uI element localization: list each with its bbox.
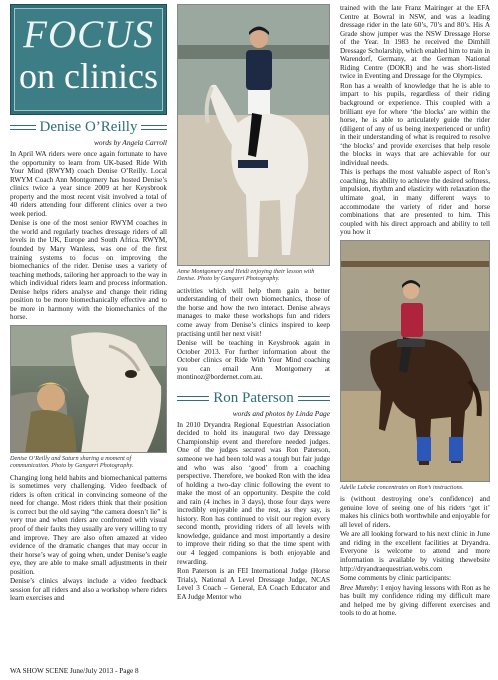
article1-paragraph: activities which will help them gain a better understanding of their own biomechanics, those of the horse and how the two interact. Denise always manages to make these workshops fun and riders come away from Denise’s clinics inspired to keep practising until her next visit! (177, 286, 330, 338)
article2-paragraph: This is perhaps the most valuable aspect of Ron’s coaching, his ability to achieve the desired softness, impulsion, rhythm and elasticity with relaxation the ultimate goal, in many different ways to accommodate the variety of rider and horse combinations that are presented to him. This coupled with his direct approach and ability to tell you how it (340, 168, 490, 237)
article2-paragraph: trained with the late Franz Mairinger at the EFA Centre at Bowral in NSW, and was a leading dressage rider in the late 60’s, 70’s and 80’s. His A Grade show jumper was the NSW Dressage Horse of the Year. In 1983 he received the Dimhill Dressage Scholarship, which enabled him to train in Warendorf, Germany, at the German National Riding Centre (DOKR) and he was short-listed twice in Eventing and Dressage for the Olympics. (340, 4, 490, 81)
masthead-focus: FOCUS (23, 13, 154, 56)
article2-paragraph: In 2010 Dryandra Regional Equestrian Association decided to hold its inaugural two day Dressage Championship event and therefore needed judges. One of the judges secured was Ron Paterson, someone we had been told was a tough but fair judge and who was also ‘good’ from a coaching perspective. Therefore, we booked Ron with the idea of holding a two-day clinic following the event to make the most of an opportunity. Despite the cold and rain (4 inches in 3 days), those four days were incredibly enjoyable and the rest, as they say, is history. Ron has continued to visit our region every second month, providing riders of all levels with knowledge, guidance and most importantly a desire to improve their riding so that the time spent with our 4 legged companions is both enjoyable and rewarding. (177, 420, 330, 566)
article1-title: Denise O’Reilly (10, 119, 167, 136)
photo-anne-and-heidi-image (178, 5, 330, 266)
focus-masthead (10, 4, 167, 115)
article1-byline: words by Angela Carroll (93, 138, 167, 147)
photo-adelle-caption: Adelle Lubcke concentrates on Ron’s instructions. (340, 483, 464, 491)
article1-paragraph: In April WA riders were once again fortunate to have the opportunity to learn from UK-based Ride With Your Mind (RWYM) coach Denise O’Reilly. Local RWYM Coach Ann Montgomery has hosted Denise’s clinics twice a year since 2009 at her Keysbrook property and the most recent visit involved a total of 40 riders attending four different clinics over a two week period. (10, 150, 167, 218)
quote-text: I enjoy having lessons with Ron as he has built my confidence riding my difficult mare and helped me by giving different exercises and tools to do at home. (340, 583, 491, 618)
photo-adelle-lubcke (340, 240, 490, 482)
masthead-on-clinics: on clinics (19, 56, 158, 96)
photo-anne-and-heidi (177, 4, 330, 266)
article2-byline: words and photos by Linda Page (232, 408, 330, 418)
photo-denise-and-horse-image (11, 326, 167, 453)
column-3 (340, 4, 490, 619)
article1-paragraph: Changing long held habits and biomechanical patterns is sometimes very challenging. Video feedback of riders is often critical in convincing someone of the need for change. Most riders think that their position is correct but the old saying “the camera doesn’t lie” is very true and when riders are confronted with visual proof of their faults they usually are very willing to try and improve. They are also often amazed at video evidence of the dramatic changes that may occur in their horse’s way of going when, under Denise’s eagle eye, they are able to make small adjustments in their position. (10, 473, 167, 576)
article2-paragraph: Ron has a wealth of knowledge that he is able to impart to his pupils, regardless of their riding background or experience. This coupled with a brilliant eye for where ‘the blocks’ are within the horse, he is able to articulately guide the rider (diligent of any of us being inexperienced or unfit) in their understanding of what is required to resolve ‘the blocks’ and provide exercises that help resole the blocks in ways that are achievable for our individual needs. (340, 81, 490, 167)
photo-adelle-lubcke-image (341, 241, 490, 482)
photo-denise-caption: Denise O’Reilly and Saturn sharing a moment of communication. Photo by Gangarri Photography. (10, 454, 134, 470)
column-1 (10, 4, 167, 604)
article2-title: Ron Paterson (177, 390, 330, 407)
quote-name: Bree Mumby: (340, 583, 379, 592)
photo-anne-caption: Anne Montgomery and Heidi enjoying their lesson with Denise. Photo by Gangarri Photography. (177, 268, 315, 283)
page-footer: WA SHOW SCENE June/July 2013 - Page 8 (10, 667, 139, 675)
article2-paragraph: Ron Paterson is an FEI International Judge (Horse Trials), National A Level Dressage Judge, NCAS Level 3 Coach – General, EA Coach Educator and EA Judge Mentor who (177, 567, 330, 601)
article2-paragraph: is (without destroying one’s confidence) and genuine love of seeing one of his riders ‘get it’ makes his clinics both worthwhile and enjoyable for all level of riders. (340, 495, 490, 529)
article2-paragraph: Some comments by clinic participants: (340, 574, 452, 583)
article1-paragraph: Denise is one of the most senior RWYM coaches in the world and regularly teaches dressage riders of all levels in the UK, Europe and South Africa. RWYM, founded by Mary Wanless, was one of the first training systems to focus on improving the biomechanics of the rider. Denise uses a variety of teaching methods, tailoring her approach to the way in which individual riders learn and process information. Denise helps riders analyse and change their riding position to be more biomechanically effective and to be more in harmony with the biomechanics of the horse. (10, 219, 167, 322)
article2-paragraph: We are all looking forward to his next clinic in June and riding in the excellent facilities at Dryandra. Everyone is welcome to attend and more information is available by visiting thewebsite http://dryandraequestrian.webs.com (340, 530, 490, 573)
article1-paragraph: Denise will be teaching in Keysbrook again in October 2013. For further information about the October clinics or Ride With Your Mind coaching you can email Ann Montgomery at montinoz@bordernet.com.au. (177, 339, 330, 382)
participant-quote (340, 584, 490, 618)
column-2 (177, 4, 330, 602)
article1-paragraph: Denise’s clinics always include a video feedback session for all riders and also a workshop where riders learn exercises and (10, 577, 167, 603)
photo-denise-and-horse (10, 325, 167, 453)
